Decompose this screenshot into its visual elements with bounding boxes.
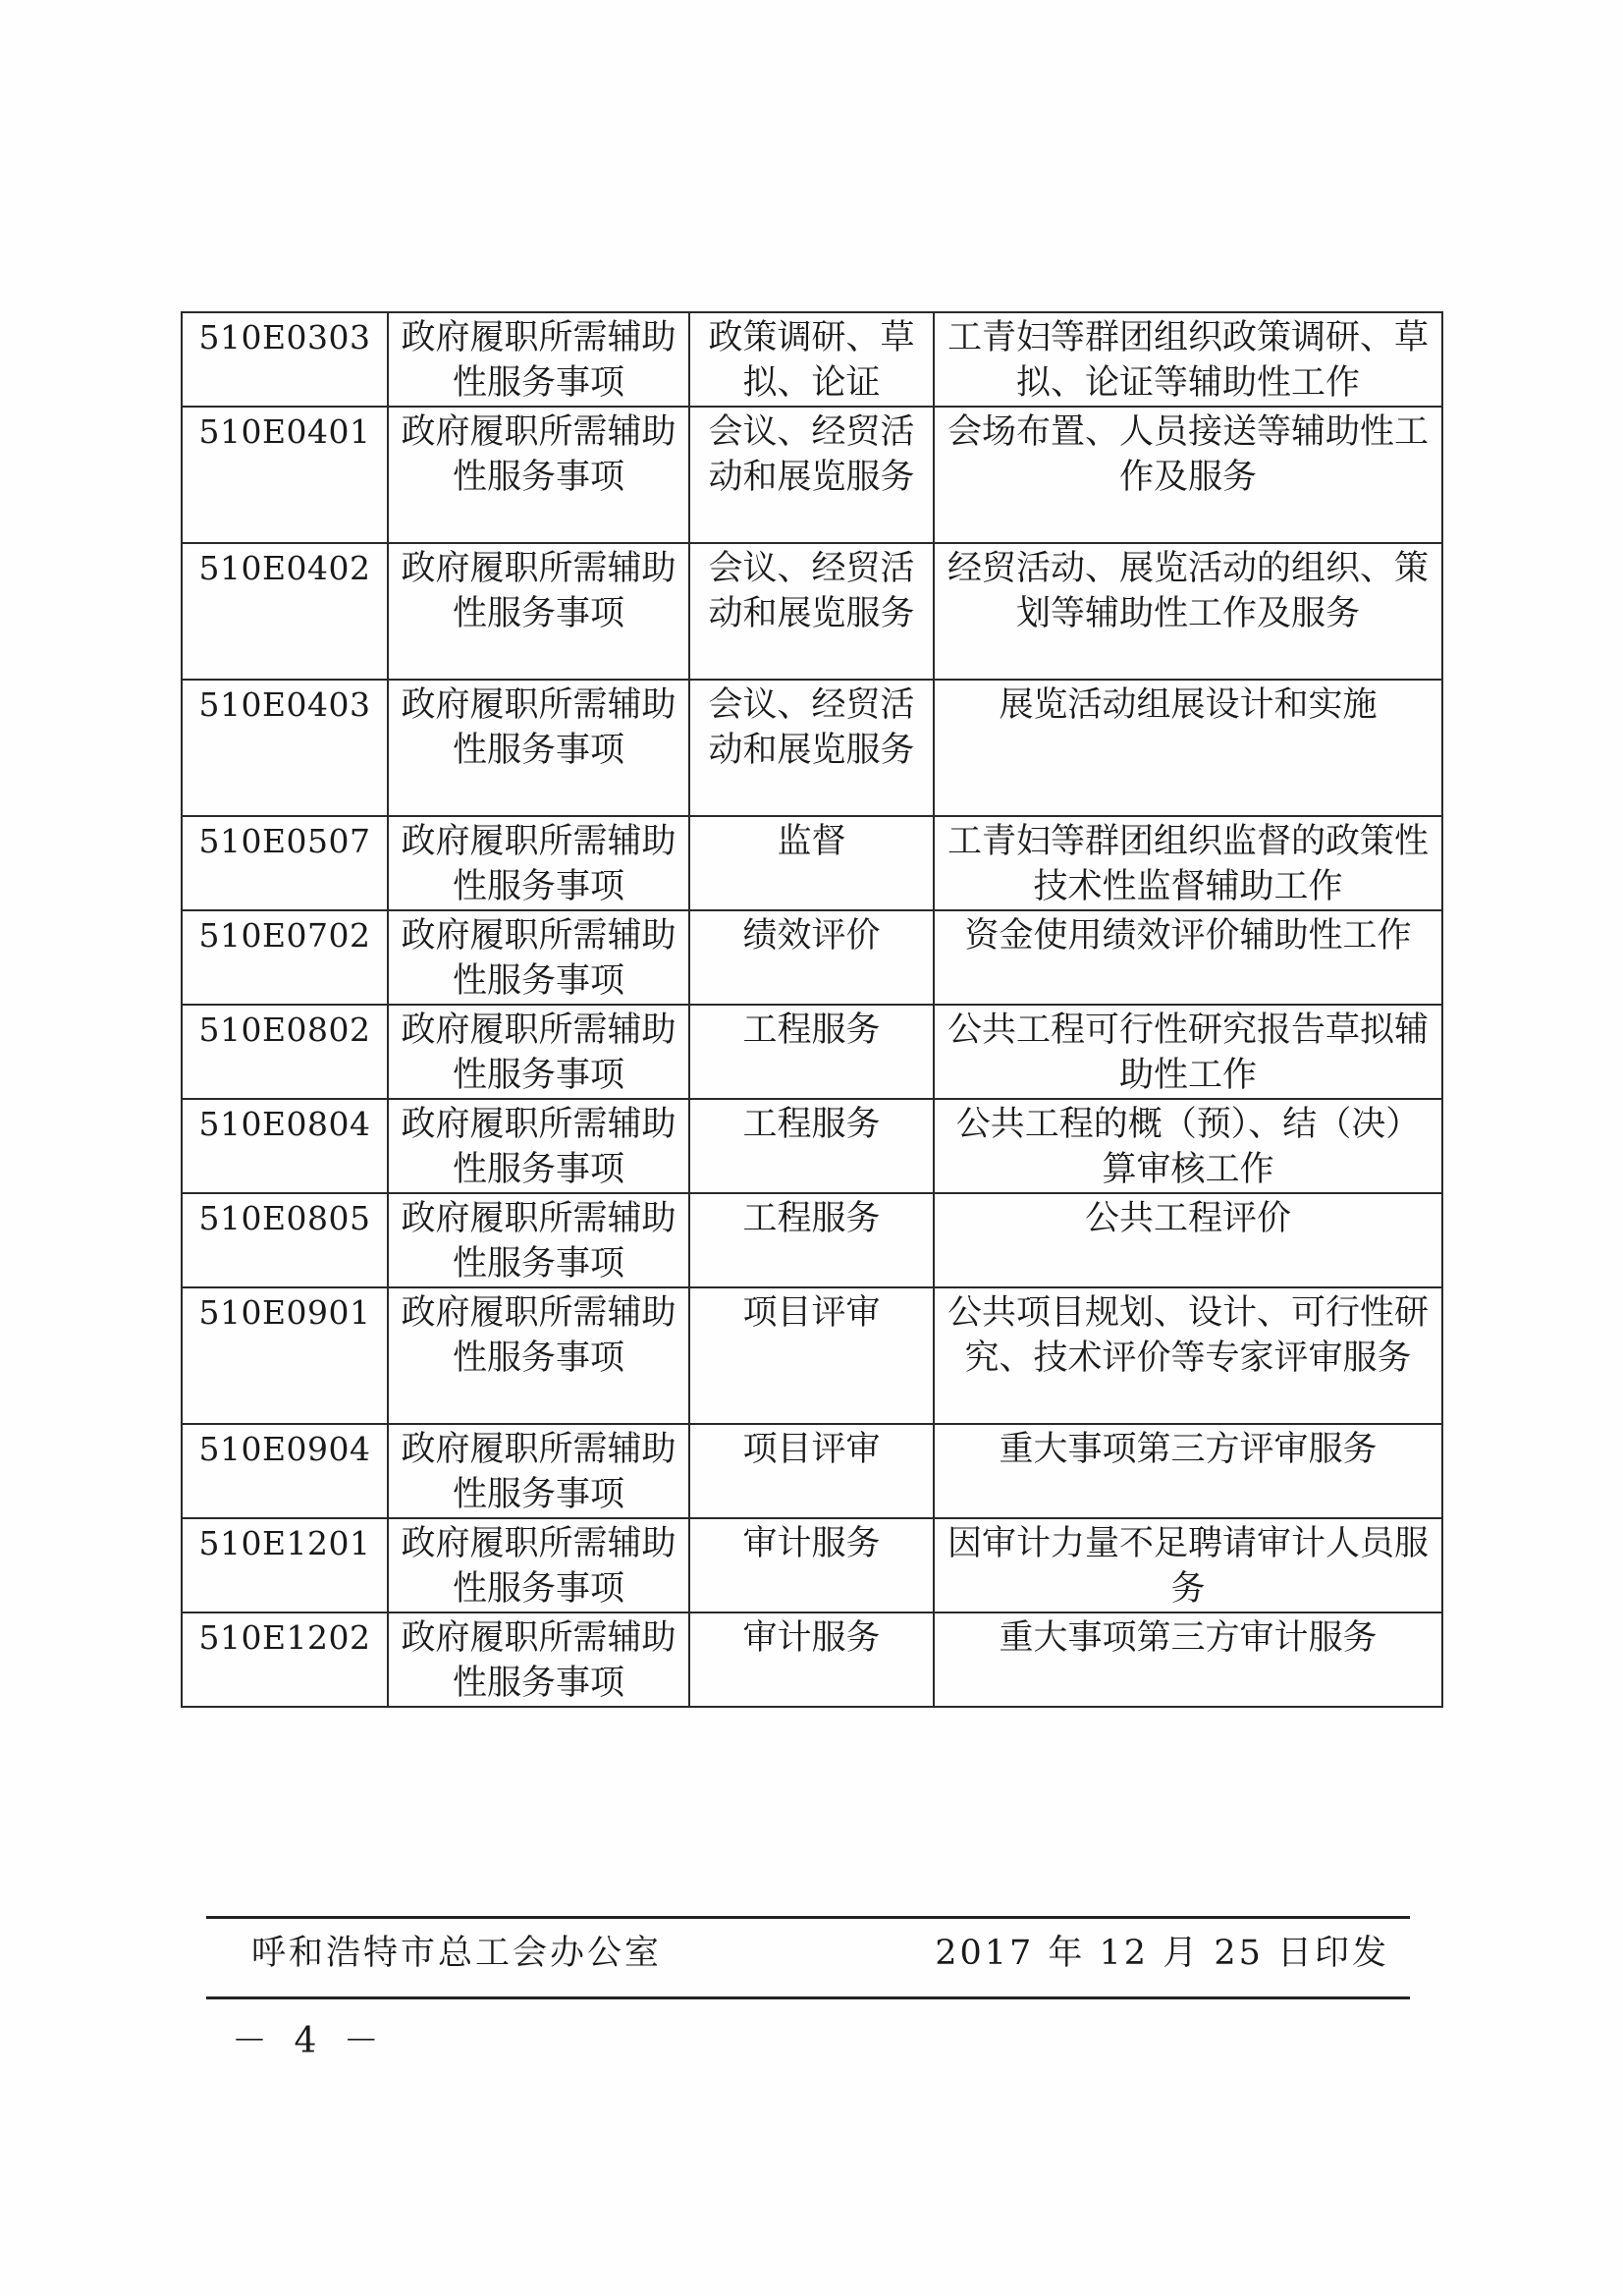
item-description: 公共工程的概（预）、结（决）算审核工作 — [934, 1099, 1442, 1193]
item-category: 政府履职所需辅助性服务事项 — [388, 1424, 689, 1518]
footer-divider-bottom — [206, 1996, 1410, 1999]
item-code: 510E0901 — [182, 1287, 388, 1424]
item-type: 审计服务 — [689, 1518, 934, 1613]
table-row — [182, 1287, 1442, 1424]
table-row — [182, 1193, 1442, 1287]
table-row — [182, 1099, 1442, 1193]
item-description: 工青妇等群团组织监督的政策性技术性监督辅助工作 — [934, 816, 1442, 910]
item-code: 510E0805 — [182, 1193, 388, 1287]
item-description: 经贸活动、展览活动的组织、策划等辅助性工作及服务 — [934, 543, 1442, 680]
item-category: 政府履职所需辅助性服务事项 — [388, 1193, 689, 1287]
item-type: 工程服务 — [689, 1005, 934, 1099]
item-category: 政府履职所需辅助性服务事项 — [388, 407, 689, 543]
item-code: 510E0401 — [182, 407, 388, 543]
table-row — [182, 312, 1442, 407]
table-row — [182, 816, 1442, 910]
item-category: 政府履职所需辅助性服务事项 — [388, 1099, 689, 1193]
item-description: 因审计力量不足聘请审计人员服务 — [934, 1518, 1442, 1613]
item-code: 510E0904 — [182, 1424, 388, 1518]
item-description: 公共工程评价 — [934, 1193, 1442, 1287]
issue-date: 2017 年 12 月 25 日印发 — [935, 1934, 1389, 1973]
table-row — [182, 680, 1442, 816]
table-body — [182, 312, 1442, 1707]
item-code: 510E0303 — [182, 312, 388, 407]
item-description: 重大事项第三方审计服务 — [934, 1613, 1442, 1707]
item-description: 公共工程可行性研究报告草拟辅助性工作 — [934, 1005, 1442, 1099]
item-type: 监督 — [689, 816, 934, 910]
item-type: 项目评审 — [689, 1424, 934, 1518]
item-type: 工程服务 — [689, 1193, 934, 1287]
service-items-table — [181, 311, 1443, 1708]
item-description: 会场布置、人员接送等辅助性工作及服务 — [934, 407, 1442, 543]
item-code: 510E0702 — [182, 910, 388, 1005]
table-row — [182, 1613, 1442, 1707]
table-row — [182, 910, 1442, 1005]
table-row — [182, 1518, 1442, 1613]
item-code: 510E1202 — [182, 1613, 388, 1707]
item-description: 公共项目规划、设计、可行性研究、技术评价等专家评审服务 — [934, 1287, 1442, 1424]
item-type: 审计服务 — [689, 1613, 934, 1707]
page-number: － 4 － — [232, 2021, 387, 2061]
item-category: 政府履职所需辅助性服务事项 — [388, 1005, 689, 1099]
item-code: 510E0804 — [182, 1099, 388, 1193]
item-category: 政府履职所需辅助性服务事项 — [388, 1518, 689, 1613]
item-category: 政府履职所需辅助性服务事项 — [388, 543, 689, 680]
item-description: 资金使用绩效评价辅助性工作 — [934, 910, 1442, 1005]
item-code: 510E1201 — [182, 1518, 388, 1613]
table-row — [182, 407, 1442, 543]
item-code: 510E0507 — [182, 816, 388, 910]
item-type: 工程服务 — [689, 1099, 934, 1193]
item-description: 展览活动组展设计和实施 — [934, 680, 1442, 816]
item-category: 政府履职所需辅助性服务事项 — [388, 1287, 689, 1424]
item-code: 510E0402 — [182, 543, 388, 680]
issuing-organization: 呼和浩特市总工会办公室 — [251, 1934, 663, 1973]
footer-divider-top — [206, 1916, 1410, 1919]
item-category: 政府履职所需辅助性服务事项 — [388, 1613, 689, 1707]
item-type: 会议、经贸活动和展览服务 — [689, 680, 934, 816]
item-type: 会议、经贸活动和展览服务 — [689, 543, 934, 680]
item-description: 重大事项第三方评审服务 — [934, 1424, 1442, 1518]
item-code: 510E0802 — [182, 1005, 388, 1099]
item-type: 绩效评价 — [689, 910, 934, 1005]
item-category: 政府履职所需辅助性服务事项 — [388, 680, 689, 816]
item-category: 政府履职所需辅助性服务事项 — [388, 816, 689, 910]
item-category: 政府履职所需辅助性服务事项 — [388, 910, 689, 1005]
item-description: 工青妇等群团组织政策调研、草拟、论证等辅助性工作 — [934, 312, 1442, 407]
item-category: 政府履职所需辅助性服务事项 — [388, 312, 689, 407]
item-type: 项目评审 — [689, 1287, 934, 1424]
table-row — [182, 543, 1442, 680]
table-row — [182, 1005, 1442, 1099]
item-type: 会议、经贸活动和展览服务 — [689, 407, 934, 543]
item-code: 510E0403 — [182, 680, 388, 816]
table-row — [182, 1424, 1442, 1518]
item-type: 政策调研、草拟、论证 — [689, 312, 934, 407]
